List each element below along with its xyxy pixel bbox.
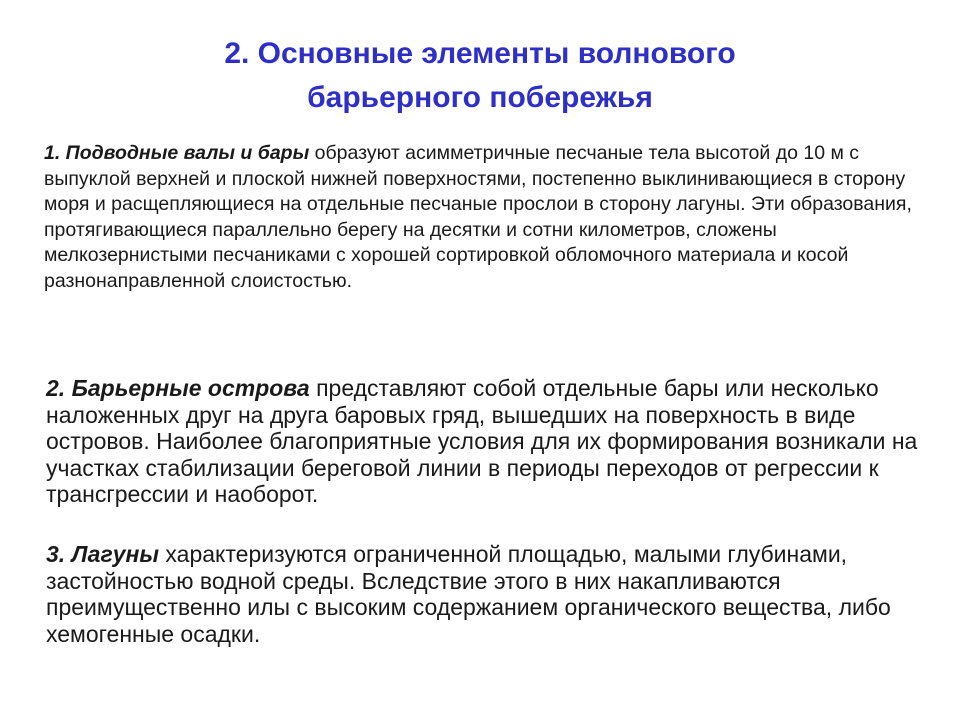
paragraph-underwater-bars-text: образуют асимметричные песчаные тела высотой до 10 м с выпуклой верхней и плоской нижней поверхностями, постепенно выклинивающиеся в сторону моря и расщепляющиеся на отдельные песчаные прослои в сторону лагуны. Эти образования, протягивающиеся параллельно берегу на десятки и сотни километров, сложены мелкозернистыми песчаниками с хорошей сортировкой обломочного материала и косой разнонаправленной слоистостью. [44,142,912,292]
paragraph-underwater-bars [44,141,934,294]
paragraph-barrier-islands [46,375,946,508]
paragraph-barrier-islands-text: представляют собой отдельные бары или несколько наложенных друг на друга баровых гряд, вышедших на поверхность в виде островов. Наиболее благоприятные условия для их формирования возникали на участках стабилизации береговой линии в периоды переходов от регрессии к трансгрессии и наоборот. [46,375,918,507]
slide-title [60,32,900,120]
paragraph-underwater-bars-heading: 1. Подводные валы и бары [44,142,310,164]
paragraph-lagoons-text: характеризуются ограниченной площадью, малыми глубинами, застойностью водной среды. Вследствие этого в них накапливаются преимущественно илы с высоким содержанием органического вещества, либо хемогенные осадки. [46,541,891,647]
slide-title-line-2: барьерного побережья [307,81,653,114]
slide-title-line-1: 2. Основные элементы волнового [224,37,736,70]
paragraph-lagoons-heading: 3. Лагуны [46,541,160,567]
paragraph-lagoons [46,541,946,647]
paragraph-barrier-islands-heading: 2. Барьерные острова [46,375,310,401]
